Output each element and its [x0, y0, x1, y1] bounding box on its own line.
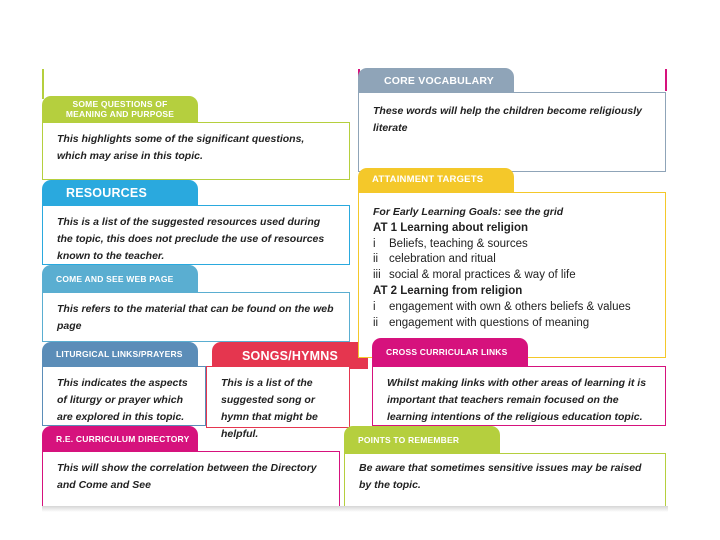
attainment-tab	[358, 168, 514, 192]
points-tab-label: POINTS TO REMEMBER	[358, 434, 460, 445]
at1-item-number: ii	[373, 253, 379, 266]
re-directory-text: This will show the correlation between the Directory and Come and See	[57, 462, 317, 491]
songs-tab	[212, 342, 368, 369]
core-vocabulary-tab-label: CORE VOCABULARY	[384, 75, 494, 87]
attainment-tab-label: ATTAINMENT TARGETS	[372, 174, 484, 185]
page-bottom-shadow	[42, 506, 668, 512]
re-directory-box	[42, 451, 340, 508]
cross-curricular-text: Whilst making links with other areas of learning it is important that teachers remain focused on the learning intentions of the religious education topic.	[387, 377, 647, 423]
at1-item-text: celebration and ritual	[389, 253, 496, 266]
liturgical-tab-label: LITURGICAL LINKS/PRAYERS	[56, 349, 183, 359]
come-and-see-tab	[42, 265, 198, 292]
points-text: Be aware that sometimes sensitive issues may be raised by the topic.	[359, 462, 642, 491]
at1-item-number: i	[373, 237, 376, 250]
resources-text: This is a list of the suggested resources used during the topic, this does not preclude the use of resources known to the teacher.	[57, 216, 325, 262]
at1-item-text: Beliefs, teaching & sources	[389, 237, 528, 250]
at1-item-text: social & moral practices & way of life	[389, 269, 576, 282]
re-directory-tab	[42, 426, 198, 451]
questions-text: This highlights some of the significant questions, which may arise in this topic.	[57, 133, 305, 162]
at1-item-number: iii	[373, 269, 381, 282]
questions-box	[42, 122, 350, 180]
resources-box	[42, 205, 350, 265]
at1-item	[373, 268, 651, 284]
songs-tab-label: SONGS/HYMNS	[242, 348, 338, 363]
core-vocabulary-text: These words will help the children become religiously literate	[373, 105, 642, 134]
at2-item-number: i	[373, 300, 376, 313]
songs-text: This is a list of the suggested song or hymn that might be helpful.	[221, 377, 318, 440]
at2-item	[373, 316, 651, 332]
at1-item	[373, 237, 651, 253]
at2-item-number: ii	[373, 316, 379, 329]
resources-tab-label: RESOURCES	[66, 185, 147, 200]
attainment-intro: For Early Learning Goals: see the grid	[373, 206, 564, 218]
at2-item	[373, 300, 651, 316]
come-and-see-box	[42, 292, 350, 342]
core-vocabulary-box	[358, 92, 666, 172]
points-box	[344, 453, 666, 508]
cross-curricular-tab	[372, 338, 528, 366]
right-margin-line	[665, 69, 667, 91]
attainment-box	[358, 192, 666, 358]
liturgical-box	[42, 366, 206, 426]
cross-curricular-box	[372, 366, 666, 426]
left-margin-line	[42, 69, 44, 99]
cross-curricular-tab-label: CROSS CURRICULAR LINKS	[386, 347, 508, 357]
liturgical-tab	[42, 342, 198, 366]
at1-heading: AT 1 Learning about religion	[373, 221, 529, 234]
questions-tab-label: SOME QUESTIONS OF MEANING AND PURPOSE	[65, 99, 175, 119]
at2-item-text: engagement with questions of meaning	[389, 316, 590, 329]
resources-tab	[42, 180, 198, 205]
core-vocabulary-tab	[358, 68, 514, 94]
re-directory-tab-label: R.E. CURRICULUM DIRECTORY	[56, 433, 190, 444]
liturgical-text: This indicates the aspects of liturgy or prayer which are explored in this topic.	[57, 377, 188, 423]
at1-item	[373, 252, 651, 268]
at2-heading: AT 2 Learning from religion	[373, 284, 523, 297]
at2-item-text: engagement with own & others beliefs & values	[389, 300, 631, 313]
come-and-see-text: This refers to the material that can be found on the web page	[57, 303, 334, 332]
songs-box	[206, 366, 350, 440]
points-tab	[344, 426, 500, 453]
questions-tab	[42, 96, 198, 122]
come-and-see-tab-label: COME AND SEE WEB PAGE	[56, 273, 174, 284]
